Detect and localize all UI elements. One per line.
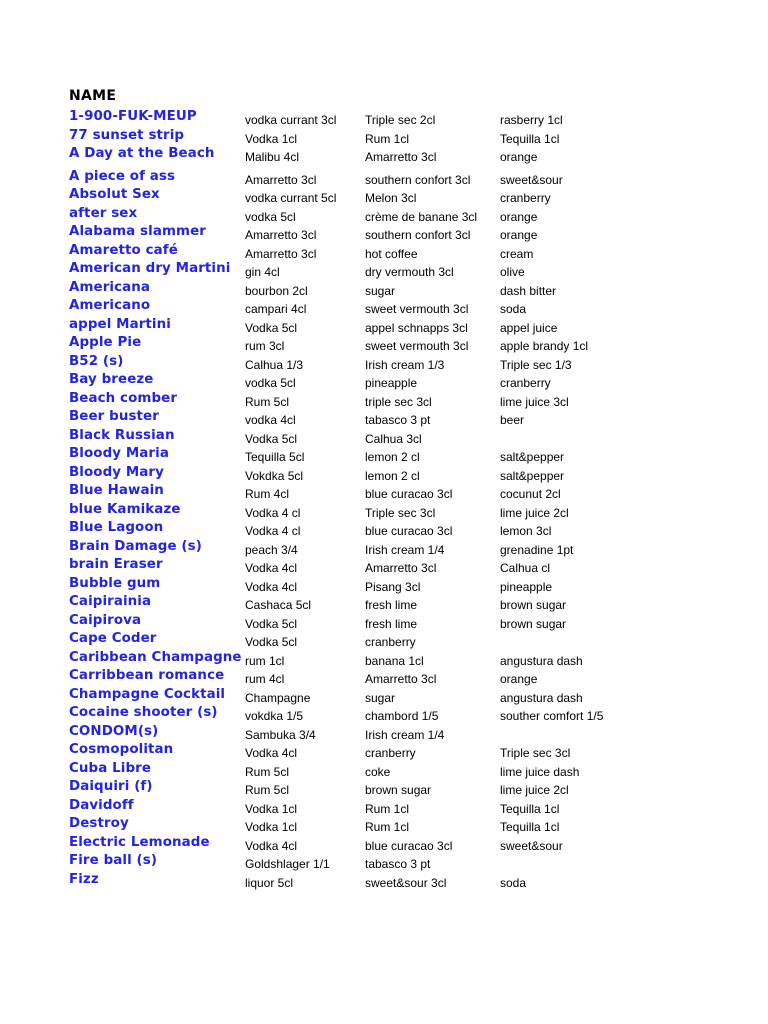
ingredient-1: Goldshlager 1/1 — [245, 857, 330, 871]
ingredient-3: cocunut 2cl — [500, 487, 561, 501]
ingredient-2: hot coffee — [365, 246, 418, 261]
ingredient-2: blue curacao 3cl — [365, 838, 453, 853]
ingredient-2: Rum 1cl — [365, 801, 410, 816]
ingredient-1: Vodka 5cl — [245, 320, 298, 335]
cocktail-name: A Day at the Beach — [69, 146, 215, 161]
ingredient-2: tabasco 3 pt — [365, 857, 431, 871]
ingredient-1: Cashaca 5cl — [245, 598, 312, 612]
ingredient-1: Rum 5cl — [245, 783, 290, 797]
ingredient-2: Irish cream 1/4 — [365, 542, 445, 557]
ingredient-3: rasberry 1cl — [500, 113, 563, 127]
cocktail-name: American dry Martini — [69, 261, 231, 276]
cocktail-name: Caipirova — [69, 612, 142, 628]
ingredient-1: Vodka 5cl — [245, 616, 298, 631]
ingredient-2: blue curacao 3cl — [365, 487, 453, 501]
table-row — [0, 871, 768, 893]
ingredient-1: rum 3cl — [245, 339, 285, 353]
cocktail-name: 1-900-FUK-MEUP — [69, 109, 197, 124]
ingredient-2: fresh lime — [365, 616, 418, 631]
ingredient-3: lime juice 2cl — [500, 505, 569, 520]
cocktail-name: Bubble gum — [69, 575, 161, 591]
ingredient-1: Vodka 4cl — [245, 746, 298, 760]
ingredient-3: lemon 3cl — [500, 524, 552, 538]
cocktail-name: A piece of ass — [69, 168, 176, 184]
ingredient-2: southern confort 3cl — [365, 172, 471, 187]
cocktail-name: Bay breeze — [69, 372, 154, 387]
ingredient-2: triple sec 3cl — [365, 394, 432, 409]
ingredient-3: lime juice 2cl — [500, 783, 569, 797]
ingredient-1: vodka 4cl — [245, 413, 296, 427]
ingredient-3: orange — [500, 228, 538, 242]
ingredient-3: Tequilla 1cl — [500, 820, 560, 834]
ingredient-1: gin 4cl — [245, 265, 280, 279]
cocktail-name: 77 sunset strip — [69, 127, 185, 143]
ingredient-3: soda — [500, 875, 527, 890]
cocktail-name: Bloody Maria — [69, 446, 169, 461]
ingredient-1: Vodka 1cl — [245, 131, 298, 146]
ingredient-3: salt&pepper — [500, 468, 565, 483]
ingredient-1: Vodka 1cl — [245, 801, 298, 816]
table-row — [0, 148, 768, 167]
cocktail-name: Davidoff — [69, 797, 134, 813]
ingredient-3: cream — [500, 246, 534, 261]
ingredient-2: southern confort 3cl — [365, 228, 471, 242]
ingredient-1: liquor 5cl — [245, 875, 294, 890]
ingredient-2: tabasco 3 pt — [365, 413, 431, 427]
ingredient-2: sweet vermouth 3cl — [365, 339, 469, 353]
cocktail-name: Destroy — [69, 816, 129, 831]
ingredient-1: Amarretto 3cl — [245, 172, 317, 187]
ingredient-2: Rum 1cl — [365, 131, 410, 146]
ingredient-3: lime juice 3cl — [500, 394, 569, 409]
ingredient-2: sugar — [365, 690, 396, 705]
ingredient-2: chambord 1/5 — [365, 709, 439, 723]
ingredient-2: Triple sec 3cl — [365, 505, 436, 520]
ingredient-1: Vodka 4cl — [245, 838, 298, 853]
ingredient-1: rum 1cl — [245, 653, 285, 668]
ingredient-3: orange — [500, 209, 538, 224]
ingredient-2: dry vermouth 3cl — [365, 265, 454, 279]
ingredient-3: orange — [500, 672, 538, 686]
ingredient-2: appel schnapps 3cl — [365, 320, 468, 335]
ingredient-2: coke — [365, 764, 391, 779]
ingredient-3: cranberry — [500, 191, 551, 205]
ingredient-1: Vokdka 5cl — [245, 468, 304, 483]
ingredient-3: souther comfort 1/5 — [500, 709, 604, 723]
ingredient-2: Calhua 3cl — [365, 431, 422, 446]
ingredient-2: Amarretto 3cl — [365, 672, 437, 686]
ingredient-2: Triple sec 2cl — [365, 113, 436, 127]
cocktail-name: Americano — [69, 298, 151, 313]
cocktail-name: B52 (s) — [69, 353, 124, 369]
ingredient-2: sweet&sour 3cl — [365, 875, 447, 890]
ingredient-3: Triple sec 3cl — [500, 746, 571, 760]
ingredient-1: rum 4cl — [245, 672, 285, 686]
ingredient-1: Vodka 4cl — [245, 579, 298, 594]
ingredient-2: pineapple — [365, 376, 418, 390]
ingredient-2: Melon 3cl — [365, 191, 417, 205]
ingredient-2: cranberry — [365, 635, 416, 649]
ingredient-3: brown sugar — [500, 598, 567, 612]
ingredient-1: Rum 5cl — [245, 394, 290, 409]
ingredient-1: Vodka 1cl — [245, 820, 298, 834]
cocktail-name: after sex — [69, 205, 138, 221]
ingredient-1: peach 3/4 — [245, 542, 298, 557]
cocktail-name: Caribbean Champagne — [69, 649, 242, 665]
ingredient-1: Amarretto 3cl — [245, 246, 317, 261]
table-row — [0, 855, 768, 874]
ingredient-2: sugar — [365, 283, 396, 298]
ingredient-1: Vodka 4 cl — [245, 524, 301, 538]
ingredient-2: Irish cream 1/3 — [365, 357, 445, 372]
ingredient-2: banana 1cl — [365, 653, 424, 668]
ingredient-1: vodka currant 3cl — [245, 113, 337, 127]
cocktail-name: appel Martini — [69, 316, 171, 332]
ingredient-1: Vodka 5cl — [245, 431, 298, 446]
ingredient-2: brown sugar — [365, 783, 432, 797]
cocktail-name: Absolut Sex — [69, 187, 160, 202]
cocktail-name: Bloody Mary — [69, 464, 164, 480]
cocktail-name: Beach comber — [69, 390, 178, 406]
ingredient-2: crème de banane 3cl — [365, 209, 478, 224]
ingredient-2: sweet vermouth 3cl — [365, 302, 469, 316]
ingredient-3: Triple sec 1/3 — [500, 357, 572, 372]
ingredient-3: beer — [500, 413, 525, 427]
ingredient-1: Champagne — [245, 690, 311, 705]
ingredient-3: angustura dash — [500, 653, 583, 668]
ingredient-1: Vodka 4 cl — [245, 505, 301, 520]
ingredient-1: Rum 4cl — [245, 487, 290, 501]
ingredient-3: Calhua cl — [500, 561, 551, 575]
cocktail-name: Fire ball (s) — [69, 853, 158, 868]
ingredient-3: cranberry — [500, 376, 551, 390]
ingredient-3: grenadine 1pt — [500, 542, 574, 557]
ingredient-3: sweet&sour — [500, 838, 563, 853]
ingredient-1: vokdka 1/5 — [245, 709, 304, 723]
ingredient-2: lemon 2 cl — [365, 468, 420, 483]
ingredient-1: Rum 5cl — [245, 764, 290, 779]
name-column-header: NAME — [69, 88, 117, 104]
cocktail-name: Beer buster — [69, 409, 159, 424]
ingredient-2: Rum 1cl — [365, 820, 410, 834]
cocktail-name: Americana — [69, 279, 151, 295]
cocktail-name: Caipirainia — [69, 594, 152, 609]
ingredient-3: angustura dash — [500, 690, 583, 705]
ingredient-1: Vodka 5cl — [245, 635, 298, 649]
cocktail-name: Alabama slammer — [69, 224, 206, 239]
cocktail-name: Daiquiri (f) — [69, 779, 153, 794]
ingredient-2: cranberry — [365, 746, 416, 760]
ingredient-3: soda — [500, 302, 527, 316]
cocktail-name: Apple Pie — [69, 335, 142, 350]
ingredient-1: Sambuka 3/4 — [245, 727, 316, 742]
ingredient-2: Irish cream 1/4 — [365, 727, 445, 742]
cocktail-name: Black Russian — [69, 427, 175, 443]
ingredient-1: Vodka 4cl — [245, 561, 298, 575]
ingredient-3: Tequilla 1cl — [500, 131, 560, 146]
cocktail-name: Blue Hawain — [69, 483, 164, 498]
ingredient-3: lime juice dash — [500, 764, 580, 779]
ingredient-3: olive — [500, 265, 525, 279]
cocktail-name: Cosmopolitan — [69, 742, 174, 757]
ingredient-3: sweet&sour — [500, 172, 563, 187]
ingredient-2: Amarretto 3cl — [365, 150, 437, 164]
ingredient-3: Tequilla 1cl — [500, 801, 560, 816]
cocktail-name: brain Eraser — [69, 557, 163, 572]
ingredient-1: Amarretto 3cl — [245, 228, 317, 242]
cocktail-name: Blue Lagoon — [69, 520, 164, 535]
ingredient-3: appel juice — [500, 320, 558, 335]
ingredient-3: apple brandy 1cl — [500, 339, 589, 353]
cocktail-name: Electric Lemonade — [69, 834, 210, 850]
ingredient-1: Malibu 4cl — [245, 150, 300, 164]
ingredient-2: lemon 2 cl — [365, 450, 420, 464]
ingredient-1: Tequilla 5cl — [245, 450, 305, 464]
cocktail-name: Carribbean romance — [69, 668, 225, 683]
ingredient-3: orange — [500, 150, 538, 164]
ingredient-3: dash bitter — [500, 283, 557, 298]
ingredient-1: bourbon 2cl — [245, 283, 308, 298]
cocktail-name: Cuba Libre — [69, 760, 152, 776]
cocktail-name: Champagne Cocktail — [69, 686, 226, 702]
ingredient-1: campari 4cl — [245, 302, 307, 316]
cocktail-name: Amaretto café — [69, 242, 178, 258]
ingredient-1: vodka 5cl — [245, 209, 296, 224]
cocktail-name: blue Kamikaze — [69, 501, 181, 517]
ingredient-2: blue curacao 3cl — [365, 524, 453, 538]
ingredient-2: fresh lime — [365, 598, 418, 612]
cocktail-name: CONDOM(s) — [69, 723, 159, 739]
ingredient-2: Amarretto 3cl — [365, 561, 437, 575]
ingredient-1: vodka 5cl — [245, 376, 296, 390]
ingredient-1: Calhua 1/3 — [245, 357, 304, 372]
ingredient-2: Pisang 3cl — [365, 579, 421, 594]
cocktail-name: Cape Coder — [69, 631, 157, 646]
cocktail-name: Cocaine shooter (s) — [69, 705, 218, 720]
ingredient-3: pineapple — [500, 579, 553, 594]
ingredient-3: salt&pepper — [500, 450, 565, 464]
ingredient-3: brown sugar — [500, 616, 567, 631]
cocktail-name: Fizz — [69, 871, 99, 887]
ingredient-1: vodka currant 5cl — [245, 191, 337, 205]
cocktail-list — [0, 111, 768, 892]
cocktail-name: Brain Damage (s) — [69, 538, 202, 554]
